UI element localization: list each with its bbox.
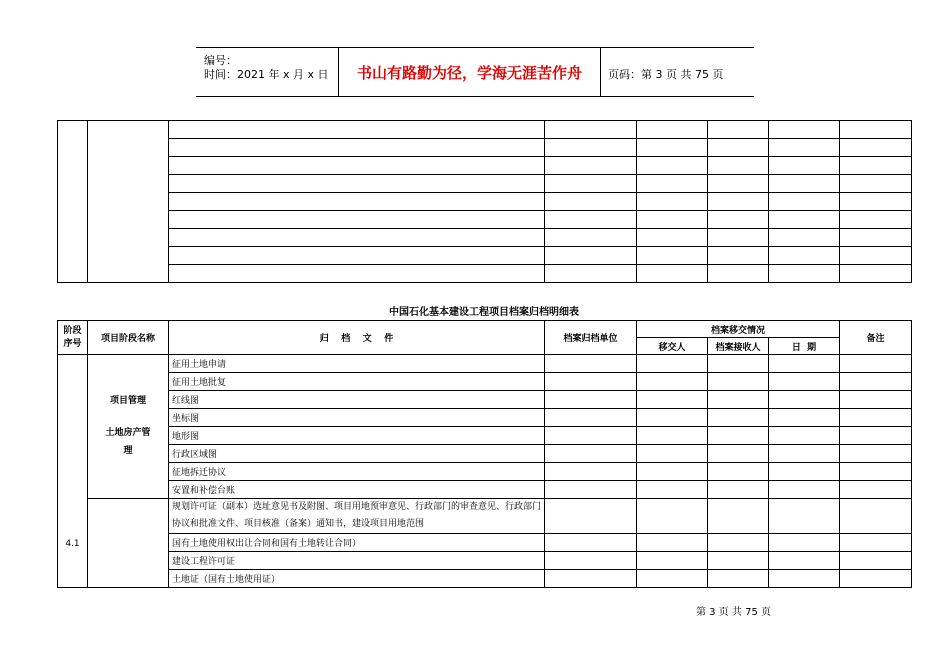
table-title: 中国石化基本建设工程项目档案归档明细表	[389, 307, 579, 318]
empty-cell	[637, 391, 708, 409]
table-row	[58, 373, 912, 391]
empty-row	[58, 139, 912, 157]
table-row	[58, 409, 912, 427]
table-row	[58, 570, 912, 588]
empty-cell	[637, 463, 708, 481]
empty-cell	[169, 247, 545, 265]
empty-cell	[840, 355, 912, 373]
empty-cell	[58, 121, 88, 283]
empty-cell	[545, 139, 637, 157]
empty-cell	[545, 552, 637, 570]
empty-cell	[637, 570, 708, 588]
empty-cell	[769, 534, 840, 552]
empty-cell	[769, 139, 840, 157]
document-name-cell: 土地证（国有土地使用证）	[169, 570, 545, 588]
empty-cell	[545, 409, 637, 427]
empty-cell	[840, 481, 912, 499]
empty-cell	[840, 427, 912, 445]
col-header-date: 日 期	[769, 338, 840, 355]
col-header-documents: 归 档 文 件	[169, 321, 545, 355]
empty-cell	[769, 373, 840, 391]
empty-cell	[637, 427, 708, 445]
empty-cell	[708, 265, 769, 283]
empty-cell	[169, 175, 545, 193]
empty-cell	[545, 373, 637, 391]
empty-row	[58, 229, 912, 247]
empty-cell	[169, 211, 545, 229]
empty-cell	[545, 499, 637, 534]
empty-cell	[545, 463, 637, 481]
empty-cell	[769, 247, 840, 265]
empty-row	[58, 175, 912, 193]
empty-cell	[708, 391, 769, 409]
empty-cell	[840, 534, 912, 552]
document-name-cell: 征用土地申请	[169, 355, 545, 373]
empty-row	[58, 247, 912, 265]
col-header-seq-text: 阶段序号	[63, 325, 82, 349]
empty-cell	[840, 247, 912, 265]
empty-cell	[708, 481, 769, 499]
empty-cell	[708, 175, 769, 193]
empty-cell	[840, 409, 912, 427]
empty-cell	[637, 534, 708, 552]
empty-cell	[708, 355, 769, 373]
table-row	[58, 355, 912, 373]
page-footer: 第 3 页 共 75 页	[696, 607, 771, 618]
empty-cell	[545, 445, 637, 463]
empty-cell	[708, 552, 769, 570]
empty-cell	[169, 193, 545, 211]
empty-cell	[840, 211, 912, 229]
empty-cell	[769, 463, 840, 481]
empty-cell	[708, 409, 769, 427]
empty-cell	[169, 157, 545, 175]
empty-cell	[637, 355, 708, 373]
empty-cell	[840, 445, 912, 463]
empty-cell	[637, 175, 708, 193]
col-header-transfer: 档案移交情况	[637, 321, 840, 338]
phase-empty-cell	[88, 499, 169, 588]
empty-cell	[545, 229, 637, 247]
table-row	[58, 391, 912, 409]
empty-cell	[769, 552, 840, 570]
page-header	[196, 47, 754, 97]
empty-cell	[637, 552, 708, 570]
table-row	[58, 552, 912, 570]
document-name-cell: 建设工程许可证	[169, 552, 545, 570]
empty-cell	[840, 391, 912, 409]
empty-cell	[545, 193, 637, 211]
empty-cell	[708, 193, 769, 211]
empty-cell	[545, 121, 637, 139]
empty-cell	[545, 247, 637, 265]
col-header-remarks: 备注	[840, 321, 912, 355]
empty-cell	[769, 355, 840, 373]
empty-row	[58, 193, 912, 211]
empty-cell	[708, 247, 769, 265]
empty-cell	[840, 552, 912, 570]
empty-cell	[545, 391, 637, 409]
empty-cell	[637, 193, 708, 211]
empty-cell	[840, 570, 912, 588]
continuation-table	[57, 120, 912, 283]
document-number-label: 编号：	[204, 54, 237, 67]
phase-line-2: 土地房产管理	[105, 428, 151, 456]
empty-cell	[545, 534, 637, 552]
empty-cell	[769, 409, 840, 427]
empty-cell	[840, 193, 912, 211]
empty-cell	[169, 121, 545, 139]
empty-cell	[637, 121, 708, 139]
document-name-cell: 征用土地批复	[169, 373, 545, 391]
empty-row	[58, 121, 912, 139]
empty-cell	[545, 481, 637, 499]
document-name-cell: 国有土地使用权出让合同和国有土地转让合同）	[169, 534, 545, 552]
document-name-cell: 行政区域图	[169, 445, 545, 463]
empty-cell	[769, 499, 840, 534]
empty-cell	[169, 139, 545, 157]
table-row	[58, 481, 912, 499]
empty-cell	[545, 570, 637, 588]
empty-cell	[769, 391, 840, 409]
empty-cell	[637, 211, 708, 229]
document-name-cell: 规划许可证（副本）选址意见书及附图、项目用地预审意见、行政部门的审查意见、行政部门协议和批准文件、项目核准（备案）通知书，建设项目用地范围	[169, 499, 545, 534]
empty-cell	[708, 121, 769, 139]
empty-cell	[169, 229, 545, 247]
archive-table	[57, 320, 912, 588]
empty-cell	[708, 139, 769, 157]
header-slogan: 书山有路勤为径，学海无涯苦作舟	[339, 48, 601, 96]
empty-cell	[769, 121, 840, 139]
empty-cell	[840, 373, 912, 391]
empty-cell	[769, 229, 840, 247]
empty-cell	[708, 373, 769, 391]
section-seq: 4.1	[58, 355, 88, 588]
document-name-cell: 坐标图	[169, 409, 545, 427]
empty-cell	[637, 157, 708, 175]
empty-cell	[708, 211, 769, 229]
empty-cell	[637, 481, 708, 499]
phase-line-1: 项目管理	[109, 396, 146, 406]
section-phase	[88, 355, 169, 499]
empty-cell	[769, 157, 840, 175]
col-header-unit: 档案归档单位	[545, 321, 637, 355]
empty-cell	[769, 481, 840, 499]
empty-cell	[545, 175, 637, 193]
empty-cell	[637, 373, 708, 391]
empty-cell	[637, 139, 708, 157]
empty-cell	[708, 157, 769, 175]
empty-cell	[769, 445, 840, 463]
empty-cell	[637, 445, 708, 463]
empty-cell	[637, 499, 708, 534]
empty-cell	[769, 211, 840, 229]
empty-cell	[545, 211, 637, 229]
document-name-cell: 安置和补偿台账	[169, 481, 545, 499]
empty-cell	[840, 175, 912, 193]
document-date-label: 时间：2021 年 x 月 x 日	[204, 68, 329, 81]
empty-cell	[637, 409, 708, 427]
empty-cell	[708, 427, 769, 445]
empty-cell	[88, 121, 169, 283]
empty-cell	[769, 427, 840, 445]
empty-cell	[840, 265, 912, 283]
empty-cell	[840, 463, 912, 481]
empty-cell	[545, 157, 637, 175]
col-header-phase: 项目阶段名称	[88, 321, 169, 355]
empty-cell	[708, 534, 769, 552]
col-header-receiver: 档案接收人	[708, 338, 769, 355]
empty-cell	[545, 427, 637, 445]
empty-cell	[840, 139, 912, 157]
empty-row	[58, 265, 912, 283]
col-header-transferor: 移交人	[637, 338, 708, 355]
empty-cell	[769, 265, 840, 283]
empty-cell	[637, 247, 708, 265]
empty-cell	[708, 445, 769, 463]
empty-cell	[769, 193, 840, 211]
header-meta-cell	[196, 48, 339, 96]
table-row	[58, 445, 912, 463]
empty-cell	[637, 265, 708, 283]
empty-cell	[840, 229, 912, 247]
document-name-cell: 征地拆迁协议	[169, 463, 545, 481]
document-name-cell: 地形图	[169, 427, 545, 445]
empty-cell	[545, 355, 637, 373]
table-row	[58, 534, 912, 552]
table-row	[58, 427, 912, 445]
document-name-cell: 红线图	[169, 391, 545, 409]
empty-cell	[545, 265, 637, 283]
empty-cell	[840, 157, 912, 175]
empty-cell	[169, 265, 545, 283]
empty-cell	[708, 463, 769, 481]
empty-cell	[769, 570, 840, 588]
empty-cell	[708, 499, 769, 534]
empty-cell	[769, 175, 840, 193]
empty-row	[58, 157, 912, 175]
empty-row	[58, 211, 912, 229]
empty-cell	[708, 570, 769, 588]
header-page-number: 页码：第 3 页 共 75 页	[608, 68, 724, 81]
empty-cell	[840, 121, 912, 139]
empty-cell	[708, 229, 769, 247]
empty-cell	[840, 499, 912, 534]
table-row	[58, 463, 912, 481]
empty-cell	[637, 229, 708, 247]
table-row	[58, 499, 912, 534]
col-header-seq	[58, 321, 88, 355]
